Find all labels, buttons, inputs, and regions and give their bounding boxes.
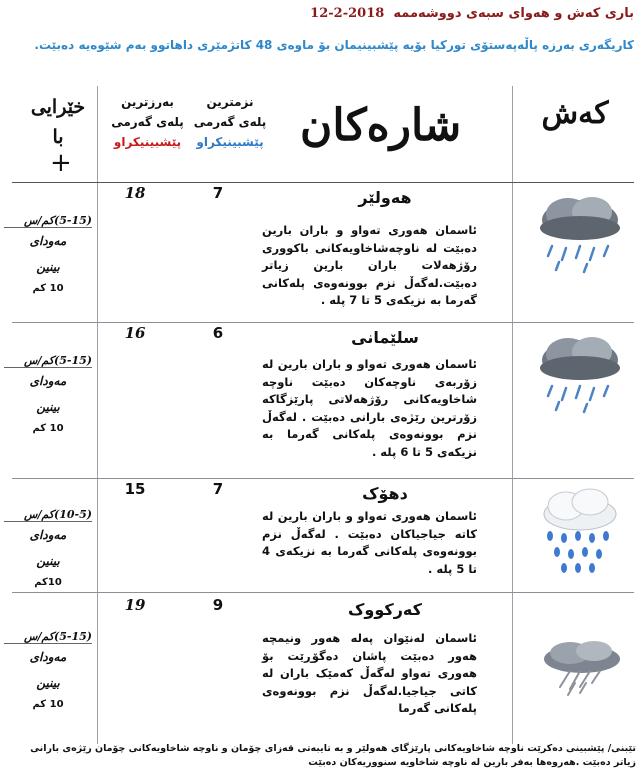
title-text: باری کەش و هەوای سبەی دووشەممە: [393, 6, 634, 21]
visibility-label-2: بینین: [36, 260, 60, 274]
visibility-label: مەودای: [29, 374, 67, 388]
visibility-label: مەودای: [29, 650, 67, 664]
wind-speed: (10-5)کم/س: [4, 508, 92, 522]
visibility-label: مەودای: [29, 234, 67, 248]
divider: [12, 182, 634, 183]
rain-cloud-icon: [530, 190, 630, 280]
max-temp-value: 18: [124, 184, 146, 202]
visibility-block: [4, 214, 92, 298]
wind-speed: (5-15)کم/س: [4, 354, 92, 368]
max-temp-value: 19: [124, 596, 146, 614]
weather-column-header: کەش: [541, 96, 609, 131]
divider: [12, 322, 634, 323]
divider: [97, 86, 98, 744]
visibility-distance: 10کم: [34, 577, 62, 588]
page-subtitle: کاریگەری بەرزە پاڵەپەستۆی تورکیا بۆیە پێشبینیمان بۆ ماوەی 48 کاتژمێری داهاتوو بەم شێوەیە دەبێت.: [34, 38, 634, 52]
footer-note: تێبنی/ پێشبینی دەکرێت ناوچە شاخاویەکانی پارێزگای هەولێر و بە تایبەتی قەزای چۆمان و ناوچە شاخاویەکانی چۆمان رێژەی بارانی زیاتر دەبێت .هەروەها بەفر بارین لە ناوچە شاخاویە سنووریەکان دەبێت: [30, 743, 636, 768]
visibility-label-2: بینین: [36, 400, 60, 414]
visibility-distance: 10 کم: [32, 283, 64, 294]
min-temp-value: 9: [212, 596, 224, 614]
city-name: دهۆک: [362, 484, 408, 503]
city-name: کەرکووک: [348, 600, 422, 619]
wind-header-line2: با: [52, 126, 64, 148]
wind-column-header: [18, 92, 98, 152]
max-temp-value: 15: [124, 480, 146, 498]
max-temp-header-line2: پلەی گەرمی: [111, 115, 184, 129]
wind-header-line1: خێرایی: [30, 96, 86, 118]
min-temp-header-line1: نزمترین: [206, 95, 254, 109]
visibility-block: [4, 508, 92, 592]
visibility-distance: 10 کم: [32, 423, 64, 434]
divider: [12, 478, 634, 479]
forecast-description: ئاسمان هەوری تەواو و باران بارین لە زۆربەی ناوچەکان دەبێت ناوچە شاخاویەکانی رۆژهەلاتی پارێزگاکە زۆرترین رێژەی بارانی دەبێت . لەگەڵ نزم بوونەوەی پلەکانی گەرما بە نزیکەی 5 تا 6 پلە .: [262, 356, 477, 476]
divider: [12, 592, 634, 593]
forecast-date: 2018-2-12: [310, 6, 385, 21]
min-temp-header-line3: پێشبینیکراو: [196, 135, 264, 149]
visibility-block: [4, 630, 92, 714]
plus-icon: +: [50, 148, 72, 178]
forecast-description: ئاسمان لەنێوان پەلە هەور ونیمچە هەور دەبێت پاشان دەگۆڕێت بۆ هەوری تەواو لەگەڵ کەمێک باران لە کاتی جیاجیا.لەگەڵ نزم بوونەوەی پلەکانی گەرما: [262, 631, 477, 715]
rain-cloud-icon: [530, 330, 630, 420]
min-temp-value: 7: [212, 184, 224, 202]
visibility-label-2: بینین: [36, 554, 60, 568]
visibility-label-2: بینین: [36, 676, 60, 690]
heavy-rain-icon: [530, 484, 630, 574]
forecast-description: ئاسمان هەوری تەواو و باران بارین لە کاتە جیاجیاکان دەبێت . لەگەڵ نزم بوونەوەی پلەکانی گەرما بە نزیکەی 4 تا 5 پلە .: [262, 508, 477, 590]
min-temp-header: [180, 92, 280, 152]
min-temp-value: 6: [212, 324, 224, 342]
max-temp-header-line1: بەرزترین: [121, 95, 174, 109]
wind-speed: (5-15)کم/س: [4, 214, 92, 228]
max-temp-header-line3: پێشبینیکراو: [113, 135, 182, 149]
page-title: [260, 6, 634, 21]
visibility-block: [4, 354, 92, 438]
wind-speed: (5-15)کم/س: [4, 630, 92, 644]
forecast-description: ئاسمان هەوری تەواو و باران بارین دەبێت لە ناوچەشاخاویەکانی باکووری رۆژهەلات باران بارین زیاتر دەبێت.لەگەڵ نزم بوونەوەی پلەکانی گەرما بە نزیکەی 5 تا 7 پلە .: [262, 222, 477, 320]
city-name: هەولێر: [358, 188, 412, 207]
divider: [512, 86, 513, 744]
city-name: سلێمانی: [351, 328, 419, 347]
max-temp-value: 16: [124, 324, 146, 342]
storm-cloud-icon: [530, 625, 630, 715]
visibility-label: مەودای: [29, 528, 67, 542]
min-temp-header-line2: پلەی گەرمی: [193, 115, 267, 129]
min-temp-value: 7: [212, 480, 224, 498]
max-temp-header: [100, 92, 195, 152]
cities-column-header: شارەکان: [300, 100, 462, 151]
visibility-distance: 10 کم: [32, 699, 64, 710]
